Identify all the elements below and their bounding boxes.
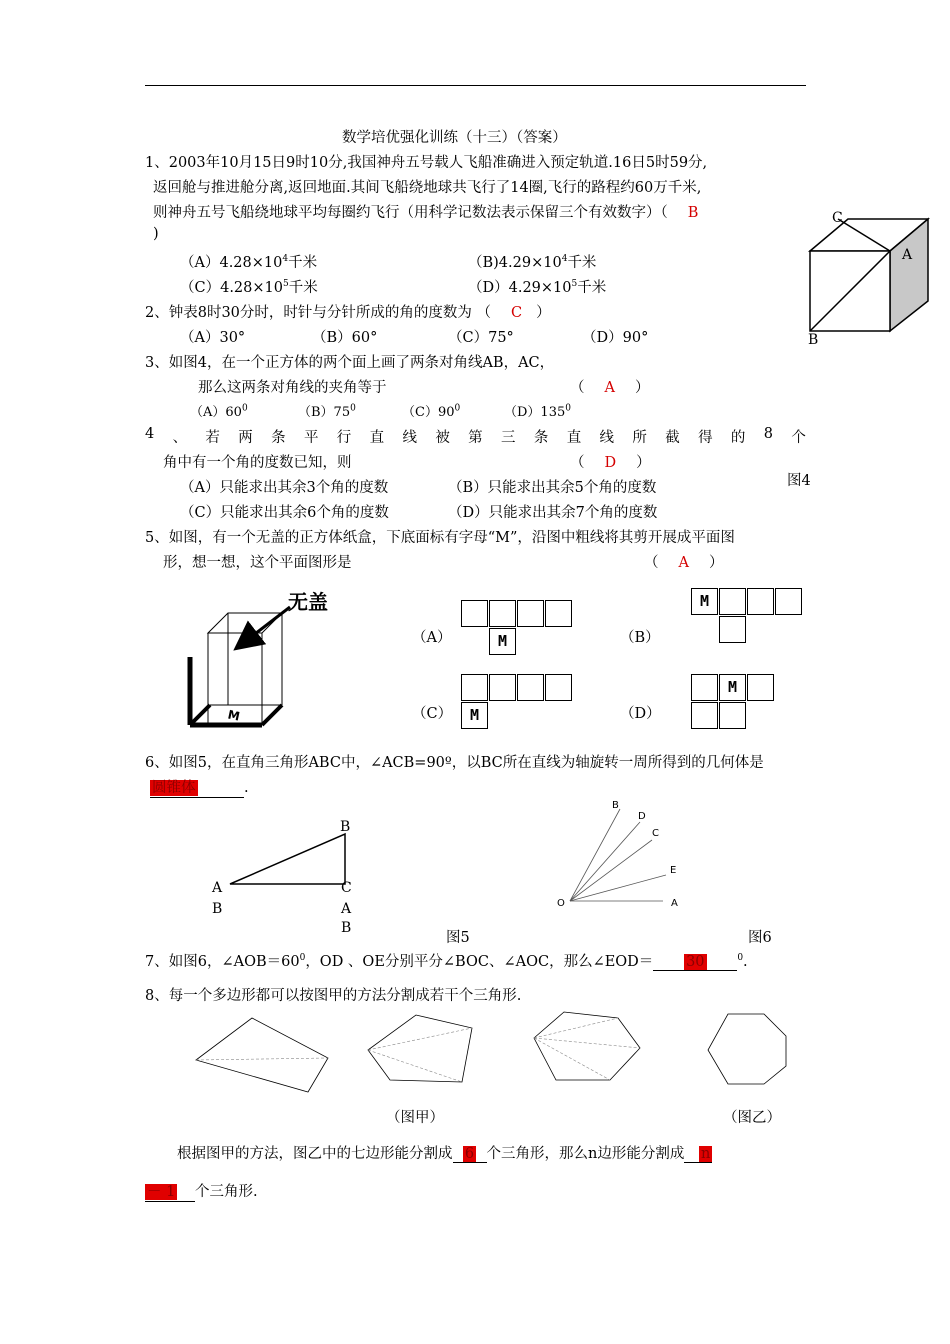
q3-option-b: $(B)75^0$: [298, 403, 356, 420]
q4-char: 条: [271, 430, 286, 446]
heptagon-figure: [708, 1014, 786, 1084]
q3-bracket: （ A ）: [570, 380, 650, 396]
q5-answer: A: [678, 555, 689, 571]
q2-option-a: （A）30°: [180, 330, 246, 346]
q4-char: 直: [369, 430, 385, 446]
q4-char: 个: [791, 430, 806, 446]
q4-char: 被: [435, 430, 450, 446]
fig6-caption: 图6: [748, 930, 772, 946]
q3-line2: 那么这两条对角线的夹角等于: [198, 380, 387, 396]
q3-option-c: $(C)90^0$: [402, 403, 461, 420]
fig4-caption: 图4: [787, 473, 811, 489]
q2-option-b: （B）60°: [312, 330, 378, 346]
q3-option-d: $(D)135^0$: [504, 403, 571, 420]
fig6-a: A: [671, 898, 678, 909]
q8-answer-line1: 根据图甲的方法，图乙中的七边形能分割成 6 个三角形，那么n边形能分割成 n: [177, 1146, 711, 1162]
fig5-b: B: [340, 819, 351, 835]
q2-answer: C: [511, 305, 523, 321]
q8-answer-2b: － 1: [147, 1184, 176, 1200]
q1-answer: B: [687, 205, 699, 221]
q4-line2: 角中有一个角的度数已知，则: [163, 455, 352, 471]
figure-4-cube: [800, 205, 930, 350]
fig5-caption: 图5: [446, 930, 470, 946]
q4-char: 两: [238, 430, 253, 446]
q4-char: 第: [468, 430, 483, 446]
q4-char: 平: [303, 430, 319, 446]
q4-char: 得: [698, 430, 713, 446]
q8-stem: 8、每一个多边形都可以按图甲的方法分割成若干个三角形.: [145, 988, 522, 1004]
q2-option-d: （D）90°: [582, 330, 649, 346]
q3-option-a: $(A)60^0$: [190, 403, 248, 420]
q5-label-c: （C）: [412, 706, 453, 722]
fig6-d: D: [638, 811, 646, 822]
caption-fig-yi: （图乙）: [723, 1110, 781, 1126]
q4-answer: D: [604, 455, 617, 471]
q4-bracket: （ D ）: [570, 455, 651, 471]
q6-answer: 圆锥体: [152, 780, 196, 796]
quadrilateral-figure: [196, 1018, 328, 1092]
fig4-label-c: C: [832, 210, 843, 226]
fig5-a2: B: [212, 901, 223, 917]
q4-option-d: （D）只能求出其余7个角的度数: [448, 505, 658, 521]
q7-answer: 30: [686, 954, 705, 970]
figure-6-angles: [550, 795, 700, 915]
fig6-b: B: [612, 800, 619, 811]
hexagon-figure: [534, 1012, 640, 1080]
q5-label-a: （A）: [412, 630, 452, 646]
header-rule: [145, 85, 806, 86]
q4-char: 直: [566, 430, 582, 446]
pentagon-figure: [368, 1015, 472, 1082]
q4-line1: [145, 426, 806, 447]
q2-stem: 2、钟表8时30分时，时针与分针所成的角的度数为 （ C ）: [145, 305, 551, 321]
q4-option-b: （B）只能求出其余5个角的度数: [448, 480, 657, 496]
fig5-c3: B: [341, 920, 352, 936]
box-label-no-lid: 无盖: [288, 590, 328, 614]
q4-char: 条: [533, 430, 549, 446]
q3-answer: A: [604, 380, 615, 396]
q3-line1: 3、如图4，在一个正方体的两个面上画了两条对角线AB，AC，: [145, 355, 555, 371]
q4-char: 若: [205, 430, 220, 446]
q4-char: 线: [599, 430, 615, 446]
net-a-m: M: [489, 628, 516, 655]
q1-option-a: $(A)4.28\times 10^4$千米: [180, 254, 318, 271]
q1-line1: 1、2003年10月15日9时10分,我国神舟五号载人飞船准确进入预定轨道.16日5时59分,: [145, 155, 708, 171]
q4-option-c: （C）只能求出其余6个角的度数: [180, 505, 389, 521]
fig6-o: O: [557, 898, 565, 909]
q7-stem: 7、如图6，$\angle AOB=60^0$，OD 、OE分别平分∠BOC、∠AOC，那么∠EOD＝ 30 $^0$.: [145, 953, 748, 970]
fig5-a: A: [212, 880, 223, 896]
figure-5-triangle: [200, 812, 370, 937]
fig6-c: C: [652, 828, 659, 839]
q5-label-b: （B）: [620, 630, 660, 646]
q4-char: 所: [632, 430, 647, 446]
page-title: 数学培优强化训练（十三）（答案）: [342, 130, 567, 146]
q8-answer-2a: n: [701, 1146, 711, 1162]
q8-answer-1: 6: [464, 1146, 475, 1162]
q4-char: 行: [336, 430, 352, 446]
fig5-c2: A: [341, 901, 352, 917]
fig4-label-a: A: [902, 247, 913, 263]
q6-answer-line: 圆锥体 .: [150, 776, 249, 798]
q4-char: 、: [172, 430, 188, 446]
q6-stem: 6、如图5，在直角三角形ABC中，∠ACB=90º，以BC所在直线为轴旋转一周所得到的几何体是: [145, 755, 764, 771]
net-b-m: M: [691, 588, 718, 615]
q1-close: ): [153, 226, 159, 242]
q5-line1: 5、如图，有一个无盖的正方体纸盒，下底面标有字母“M”，沿图中粗线将其剪开展成平面图: [145, 530, 735, 546]
box-letter-m: M: [226, 707, 242, 724]
fig4-label-b: B: [808, 332, 819, 348]
q4-char: 4: [145, 426, 155, 442]
q5-label-d: （D）: [620, 706, 661, 722]
q4-char: 截: [665, 430, 680, 446]
net-c-m: M: [461, 702, 488, 729]
q1-option-c: $(C)4.28\times 10^5$千米: [180, 279, 318, 296]
q8-answer-line2: － 1 个三角形.: [145, 1180, 258, 1202]
q5-line2: 形，想一想，这个平面图形是: [163, 555, 352, 571]
q1-line3: 则神舟五号飞船绕地球平均每圈约飞行（用科学记数法表示保留三个有效数字）（ B: [153, 205, 699, 221]
q4-char: 三: [501, 430, 516, 446]
fig5-c: C: [341, 880, 352, 896]
q1-option-b: $(B)4.29\times 10^4$千米: [468, 254, 597, 271]
q2-option-c: （C）75°: [448, 330, 514, 346]
q4-char: 8: [763, 426, 773, 442]
net-d-m: M: [719, 674, 746, 701]
open-box-figure: [180, 585, 360, 730]
q5-bracket: （ A ）: [644, 555, 724, 571]
q1-option-d: $(D)4.29\times 10^5$千米: [468, 279, 607, 296]
q4-char: 的: [730, 430, 746, 446]
q4-char: 线: [402, 430, 417, 446]
polygon-figures: [190, 1010, 810, 1100]
caption-fig-jia: （图甲）: [386, 1110, 444, 1126]
q1-line2: 返回舱与推进舱分离,返回地面.其间飞船绕地球共飞行了14圈,飞行的路程约60万千米,: [153, 180, 702, 196]
fig6-e: E: [670, 865, 677, 876]
q4-option-a: （A）只能求出其余3个角的度数: [180, 480, 389, 496]
